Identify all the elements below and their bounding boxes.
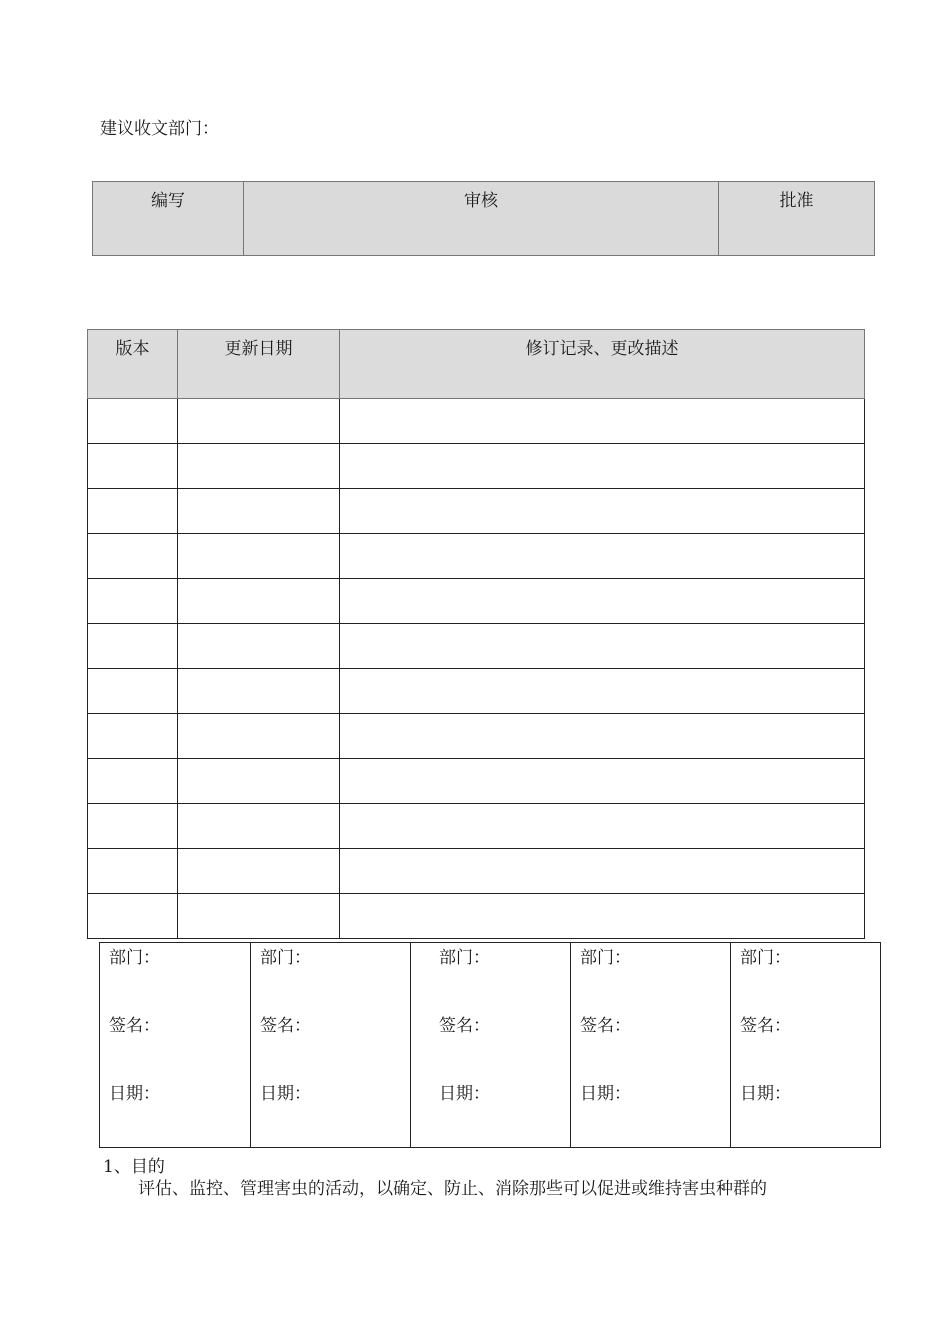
department-label: 部门： <box>260 948 311 968</box>
revision-description-cell[interactable] <box>340 444 865 489</box>
revision-row <box>88 579 865 624</box>
revision-description-cell[interactable] <box>340 669 865 714</box>
update-date-cell[interactable] <box>178 804 340 849</box>
department-label: 部门： <box>740 948 791 968</box>
update-date-cell[interactable] <box>178 759 340 804</box>
date-label: 日期： <box>740 1084 791 1104</box>
signature-label: 签名： <box>740 1016 791 1036</box>
version-cell[interactable] <box>88 759 178 804</box>
update-date-cell[interactable] <box>178 444 340 489</box>
version-cell[interactable] <box>88 534 178 579</box>
signoff-cell <box>571 943 731 1148</box>
revision-row <box>88 894 865 939</box>
section-1-body: 评估、监控、管理害虫的活动，以确定、防止、消除那些可以促进或维持害虫种群的 <box>138 1179 767 1199</box>
distribution-department-label: 建议收文部门： <box>100 119 219 139</box>
date-label: 日期： <box>439 1084 490 1104</box>
update-date-cell[interactable] <box>178 849 340 894</box>
date-label: 日期： <box>580 1084 631 1104</box>
approval-review-header: 审核 <box>244 182 719 256</box>
update-date-cell[interactable] <box>178 669 340 714</box>
revision-description-column-header: 修订记录、更改描述 <box>340 330 865 399</box>
approval-compile-header: 编写 <box>93 182 244 256</box>
version-cell[interactable] <box>88 444 178 489</box>
signature-label: 签名： <box>260 1016 311 1036</box>
update-date-cell[interactable] <box>178 579 340 624</box>
revision-row <box>88 534 865 579</box>
update-date-cell[interactable] <box>178 399 340 444</box>
revision-row <box>88 804 865 849</box>
revision-row <box>88 444 865 489</box>
version-cell[interactable] <box>88 894 178 939</box>
version-cell[interactable] <box>88 579 178 624</box>
update-date-cell[interactable] <box>178 489 340 534</box>
update-date-cell[interactable] <box>178 894 340 939</box>
version-cell[interactable] <box>88 489 178 534</box>
signature-label: 签名： <box>580 1016 631 1036</box>
revision-row <box>88 759 865 804</box>
approval-approve-header: 批准 <box>719 182 875 256</box>
revision-description-cell[interactable] <box>340 399 865 444</box>
signature-label: 签名： <box>439 1016 490 1036</box>
revision-description-cell[interactable] <box>340 894 865 939</box>
update-date-cell[interactable] <box>178 534 340 579</box>
revision-description-cell[interactable] <box>340 534 865 579</box>
revision-row <box>88 624 865 669</box>
date-label: 日期： <box>260 1084 311 1104</box>
revision-description-cell[interactable] <box>340 489 865 534</box>
revision-description-cell[interactable] <box>340 624 865 669</box>
revision-row <box>88 849 865 894</box>
signature-label: 签名： <box>109 1016 160 1036</box>
section-1-title: 1、目的 <box>103 1157 165 1177</box>
signoff-cell <box>411 943 571 1148</box>
signoff-table <box>99 942 881 1148</box>
revision-header-row <box>88 330 865 399</box>
department-label: 部门： <box>109 948 160 968</box>
version-cell[interactable] <box>88 399 178 444</box>
signoff-row <box>100 943 881 1148</box>
revision-row <box>88 399 865 444</box>
update-date-cell[interactable] <box>178 624 340 669</box>
signoff-cell <box>100 943 251 1148</box>
version-cell[interactable] <box>88 714 178 759</box>
version-cell[interactable] <box>88 849 178 894</box>
revision-row <box>88 489 865 534</box>
revision-row <box>88 669 865 714</box>
signoff-cell <box>251 943 411 1148</box>
update-date-cell[interactable] <box>178 714 340 759</box>
revision-row <box>88 714 865 759</box>
revision-description-cell[interactable] <box>340 759 865 804</box>
version-cell[interactable] <box>88 669 178 714</box>
department-label: 部门： <box>439 948 490 968</box>
revision-description-cell[interactable] <box>340 849 865 894</box>
signoff-cell <box>731 943 881 1148</box>
department-label: 部门： <box>580 948 631 968</box>
version-cell[interactable] <box>88 624 178 669</box>
update-date-column-header: 更新日期 <box>178 330 340 399</box>
approval-table <box>92 181 875 256</box>
revision-description-cell[interactable] <box>340 579 865 624</box>
version-cell[interactable] <box>88 804 178 849</box>
revision-history-table <box>87 329 865 939</box>
version-column-header: 版本 <box>88 330 178 399</box>
revision-description-cell[interactable] <box>340 714 865 759</box>
revision-description-cell[interactable] <box>340 804 865 849</box>
date-label: 日期： <box>109 1084 160 1104</box>
